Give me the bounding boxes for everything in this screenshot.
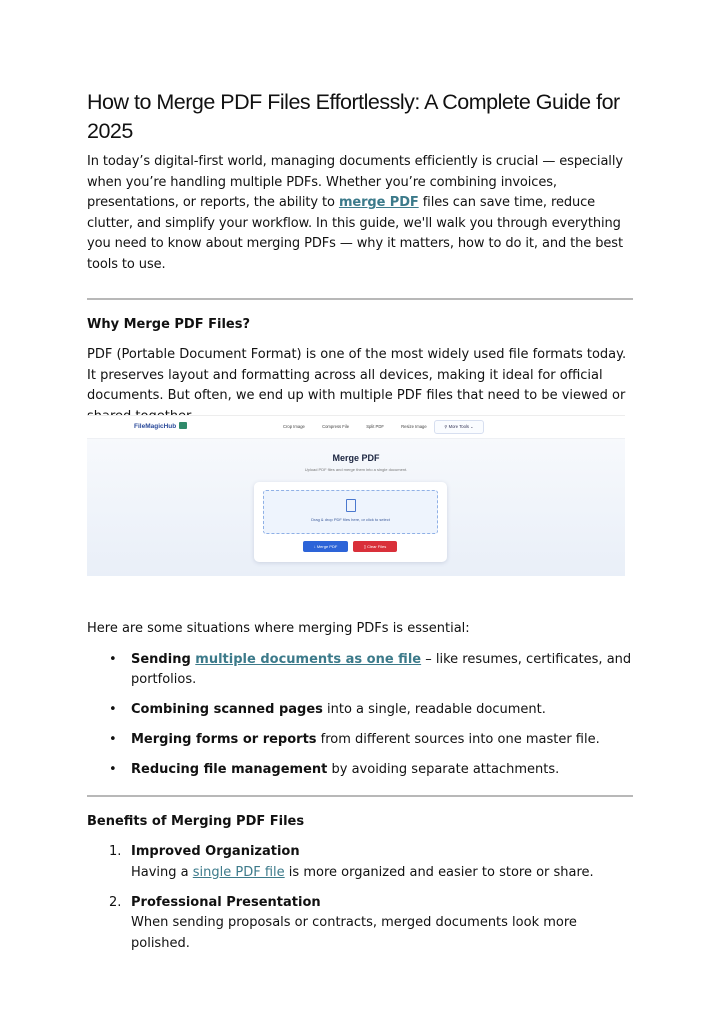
filemagichub-logo: FileMagicHub: [134, 422, 187, 430]
more-tools-button: ⚲ More Tools ⌄: [434, 420, 484, 434]
list-item: • Combining scanned pages into a single, readable document.: [87, 700, 633, 721]
file-add-icon: [346, 499, 356, 512]
situations-lead: Here are some situations where merging PDFs is essential:: [87, 621, 470, 636]
screenshot-nav-links: [283, 424, 443, 429]
nav-crop-image: Crop Image: [283, 424, 305, 429]
list-item: 1. Improved Organization Having a single PDF file is more organized and easier to store or share.: [109, 844, 594, 880]
situations-list: [87, 650, 633, 781]
download-icon: ↓: [313, 544, 316, 549]
list-item: • Merging forms or reports from different sources into one master file.: [87, 730, 633, 751]
benefits-list: [87, 842, 633, 954]
merge-pdf-link[interactable]: merge PDF: [338, 195, 419, 210]
screenshot-navbar: [87, 416, 625, 439]
screenshot-subtitle: Upload PDF files and merge them into a single document.: [304, 467, 408, 472]
drop-zone: [263, 490, 438, 534]
why-heading: Why Merge PDF Files?: [87, 317, 251, 332]
chevron-down-icon: ⌄: [470, 424, 474, 429]
intro-text-2: files can save time, reduce clutter, and simplify your workflow. In this guide, we'll walk you through everything you need to know about merging PDFs — why it matters, how to do it, and the best tools to use.: [87, 195, 623, 272]
nav-resize-image: Resize Image: [401, 424, 427, 429]
merge-pdf-button: ↓ Merge PDF: [303, 541, 348, 552]
trash-icon: ▯: [363, 544, 366, 549]
search-icon: ⚲: [444, 424, 448, 429]
multiple-documents-link[interactable]: multiple documents as one file: [195, 651, 422, 667]
clear-files-button: ▯ Clear Files: [353, 541, 397, 552]
list-item: 2. Professional Presentation When sending proposals or contracts, merged documents look more polished.: [109, 894, 577, 951]
merge-pdf-screenshot: [87, 415, 625, 576]
nav-compress-file: Compress File: [322, 424, 350, 429]
intro-text-1: In today’s digital-first world, managing documents efficiently is crucial — especially when you’re handling multiple PDFs. Whether you’re combining invoices, presentations, or reports, the ability to: [87, 154, 623, 210]
single-pdf-link[interactable]: single PDF file: [192, 864, 285, 880]
intro-paragraph: [87, 152, 633, 275]
screenshot-title: Merge PDF: [332, 453, 380, 463]
upload-card: [254, 482, 447, 562]
list-item: • Reducing file management by avoiding separate attachments.: [87, 760, 633, 781]
logo-icon: [179, 422, 187, 429]
page-title: How to Merge PDF Files Effortlessly: A Complete Guide for 2025: [87, 90, 620, 143]
list-item: • Sending multiple documents as one file – like resumes, certificates, and portfolios.: [87, 650, 633, 691]
why-paragraph: PDF (Portable Document Format) is one of the most widely used file formats today. It preserves layout and formatting across all devices, making it ideal for official documents. But often, we end up with multiple PDF files that need to be viewed or: [87, 347, 627, 403]
benefits-heading: Benefits of Merging PDF Files: [87, 814, 305, 829]
nav-split-pdf: Split PDF: [366, 424, 384, 429]
drop-zone-text: Drag & drop PDF files here, or click to select: [311, 517, 390, 522]
